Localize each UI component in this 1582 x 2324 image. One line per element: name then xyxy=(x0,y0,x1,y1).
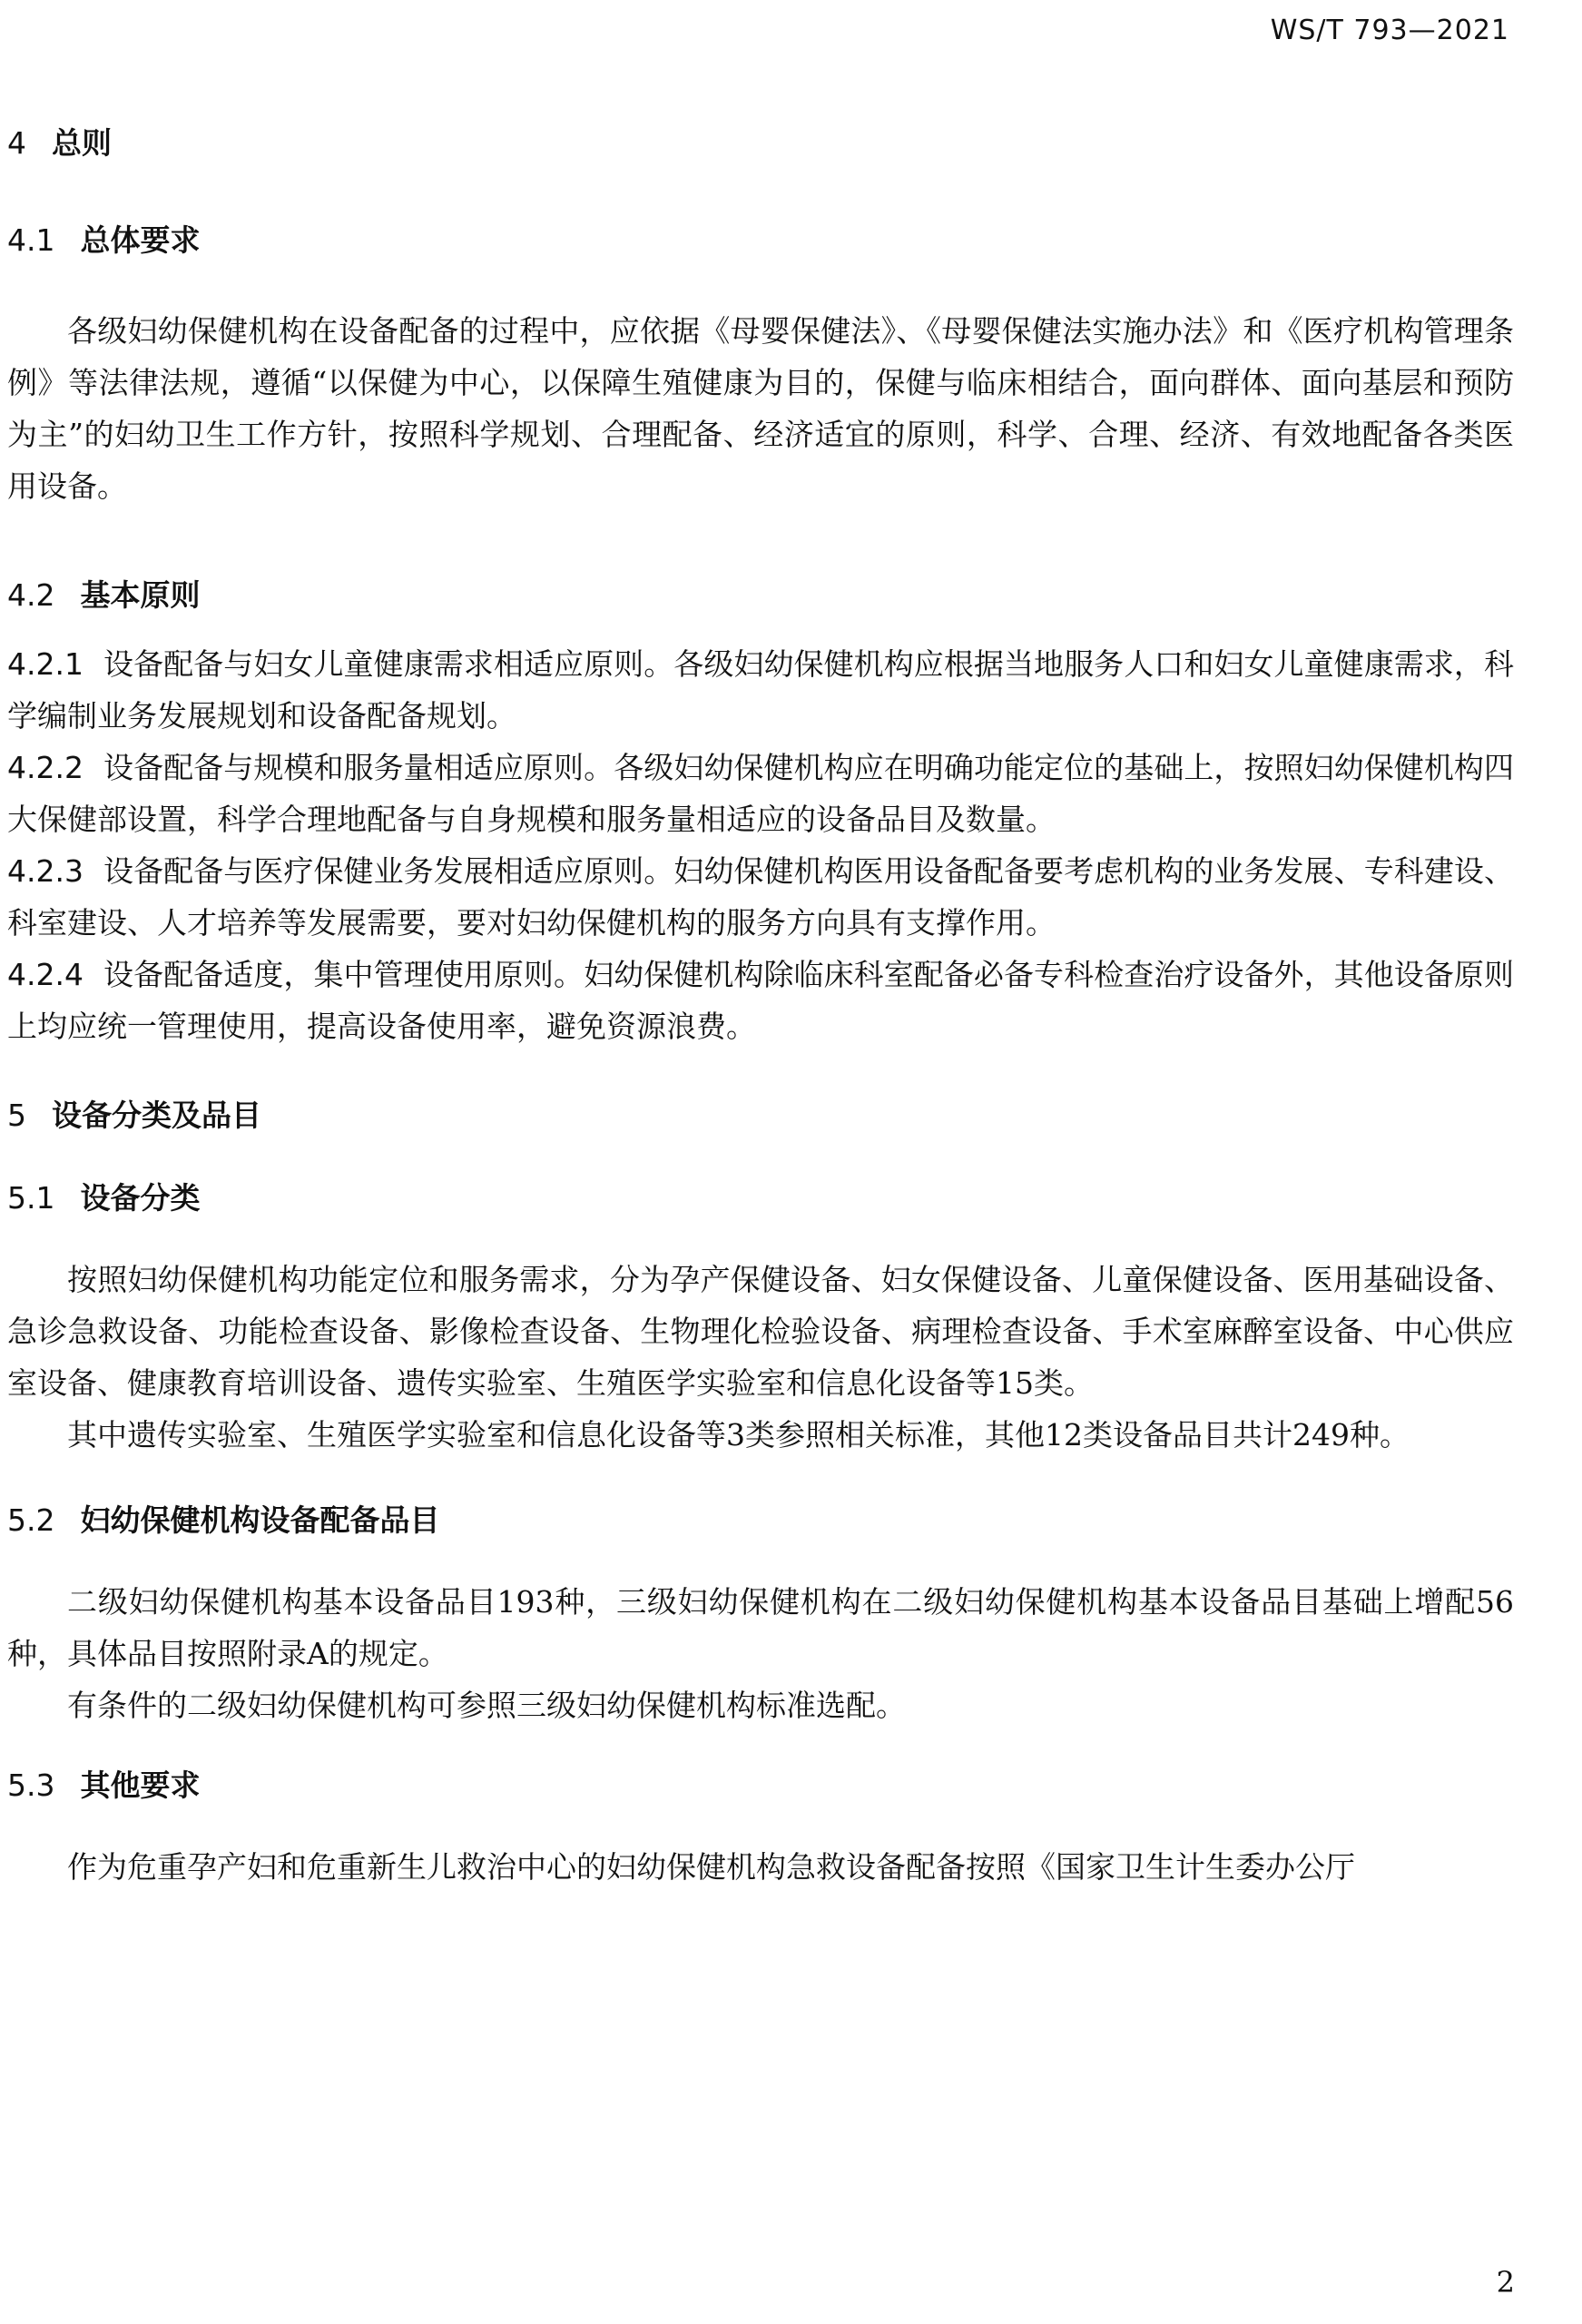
section-heading-5 xyxy=(7,1092,1514,1135)
section-number: 5.3 xyxy=(7,1768,55,1803)
document-code-header: WS/T 793—2021 xyxy=(1270,15,1509,46)
document-body xyxy=(7,109,1514,1893)
clause-list xyxy=(7,638,1514,1052)
section-title: 妇幼保健机构设备配备品目 xyxy=(80,1502,440,1538)
section-heading-4-2 xyxy=(7,572,1514,615)
clause-4-2-4 xyxy=(7,949,1514,1052)
section-heading-5-3 xyxy=(7,1762,1514,1805)
clause-text: 设备配备适度，集中管理使用原则。妇幼保健机构除临床科室配备必备专科检查治疗设备外，其他设备原则上均应统一管理使用，提高设备使用率，避免资源浪费。 xyxy=(7,957,1514,1044)
section-title: 总体要求 xyxy=(80,222,201,258)
paragraph-equipment-categories: 按照妇幼保健机构功能定位和服务需求，分为孕产保健设备、妇女保健设备、儿童保健设备、医用基础设备、急诊急救设备、功能检查设备、影像检查设备、生物理化检验设备、病理检查设备、手术室麻醉室设备、中心供应室设备、健康教育培训设备、遗传实验室、生殖医学实验室和信息化设备等15类。 xyxy=(7,1262,1514,1401)
paragraph-group-5-1 xyxy=(7,1254,1514,1461)
section-title: 设备分类 xyxy=(80,1180,201,1216)
clause-text: 设备配备与医疗保健业务发展相适应原则。妇幼保健机构医用设备配备要考虑机构的业务发展、专科建设、科室建设、人才培养等发展需要，要对妇幼保健机构的服务方向具有支撑作用。 xyxy=(7,853,1514,940)
section-number: 4.1 xyxy=(7,222,55,258)
section-heading-5-2 xyxy=(7,1497,1514,1540)
section-title: 设备分类及品目 xyxy=(52,1098,261,1133)
section-heading-5-1 xyxy=(7,1175,1514,1217)
paragraph-general-requirements: 各级妇幼保健机构在设备配备的过程中，应依据《母婴保健法》、《母婴保健法实施办法》和《医疗机构管理条例》等法律法规，遵循“以保健为中心，以保障生殖健康为目的，保健与临床相结合，面向群体、面向基层和预防为主”的妇幼卫生工作方针，按照科学规划、合理配备、经济适宜的原则，科学、合理、经济、有效地配备各类医用设备。 xyxy=(7,313,1514,504)
paragraph-group-5-2 xyxy=(7,1576,1514,1731)
section-heading-4-1 xyxy=(7,217,1514,260)
clause-number: 4.2.3 xyxy=(7,853,84,889)
clause-4-2-1 xyxy=(7,638,1514,742)
clause-number: 4.2.2 xyxy=(7,750,84,785)
page-number: 2 xyxy=(1496,2265,1515,2299)
clause-text: 设备配备与妇女儿童健康需求相适应原则。各级妇幼保健机构应根据当地服务人口和妇女儿童健康需求，科学编制业务发展规划和设备配备规划。 xyxy=(7,646,1514,734)
section-number: 4 xyxy=(7,125,26,161)
clause-4-2-3 xyxy=(7,845,1514,949)
section-heading-4 xyxy=(7,120,1514,162)
paragraph-optional-config: 有条件的二级妇幼保健机构可参照三级妇幼保健机构标准选配。 xyxy=(67,1688,906,1723)
section-title: 基本原则 xyxy=(80,577,201,613)
section-number: 4.2 xyxy=(7,577,55,613)
clause-4-2-2 xyxy=(7,742,1514,845)
clause-number: 4.2.1 xyxy=(7,646,84,682)
section-title: 其他要求 xyxy=(80,1768,201,1803)
section-number: 5.2 xyxy=(7,1502,55,1538)
paragraph-equipment-count: 其中遗传实验室、生殖医学实验室和信息化设备等3类参照相关标准，其他12类设备品目共计249种。 xyxy=(67,1417,1410,1452)
section-number: 5.1 xyxy=(7,1180,55,1216)
clause-number: 4.2.4 xyxy=(7,957,84,992)
clause-text: 设备配备与规模和服务量相适应原则。各级妇幼保健机构应在明确功能定位的基础上，按照妇幼保健机构四大保健部设置，科学合理地配备与自身规模和服务量相适应的设备品目及数量。 xyxy=(7,750,1514,837)
section-title: 总则 xyxy=(52,125,112,161)
paragraph-equipment-items: 二级妇幼保健机构基本设备品目193种，三级妇幼保健机构在二级妇幼保健机构基本设备品目基础上增配56种，具体品目按照附录A的规定。 xyxy=(7,1584,1514,1671)
paragraph-other-requirements: 作为危重孕产妇和危重新生儿救治中心的妇幼保健机构急救设备配备按照《国家卫生计生委办公厅 xyxy=(67,1849,1355,1885)
section-number: 5 xyxy=(7,1098,26,1133)
